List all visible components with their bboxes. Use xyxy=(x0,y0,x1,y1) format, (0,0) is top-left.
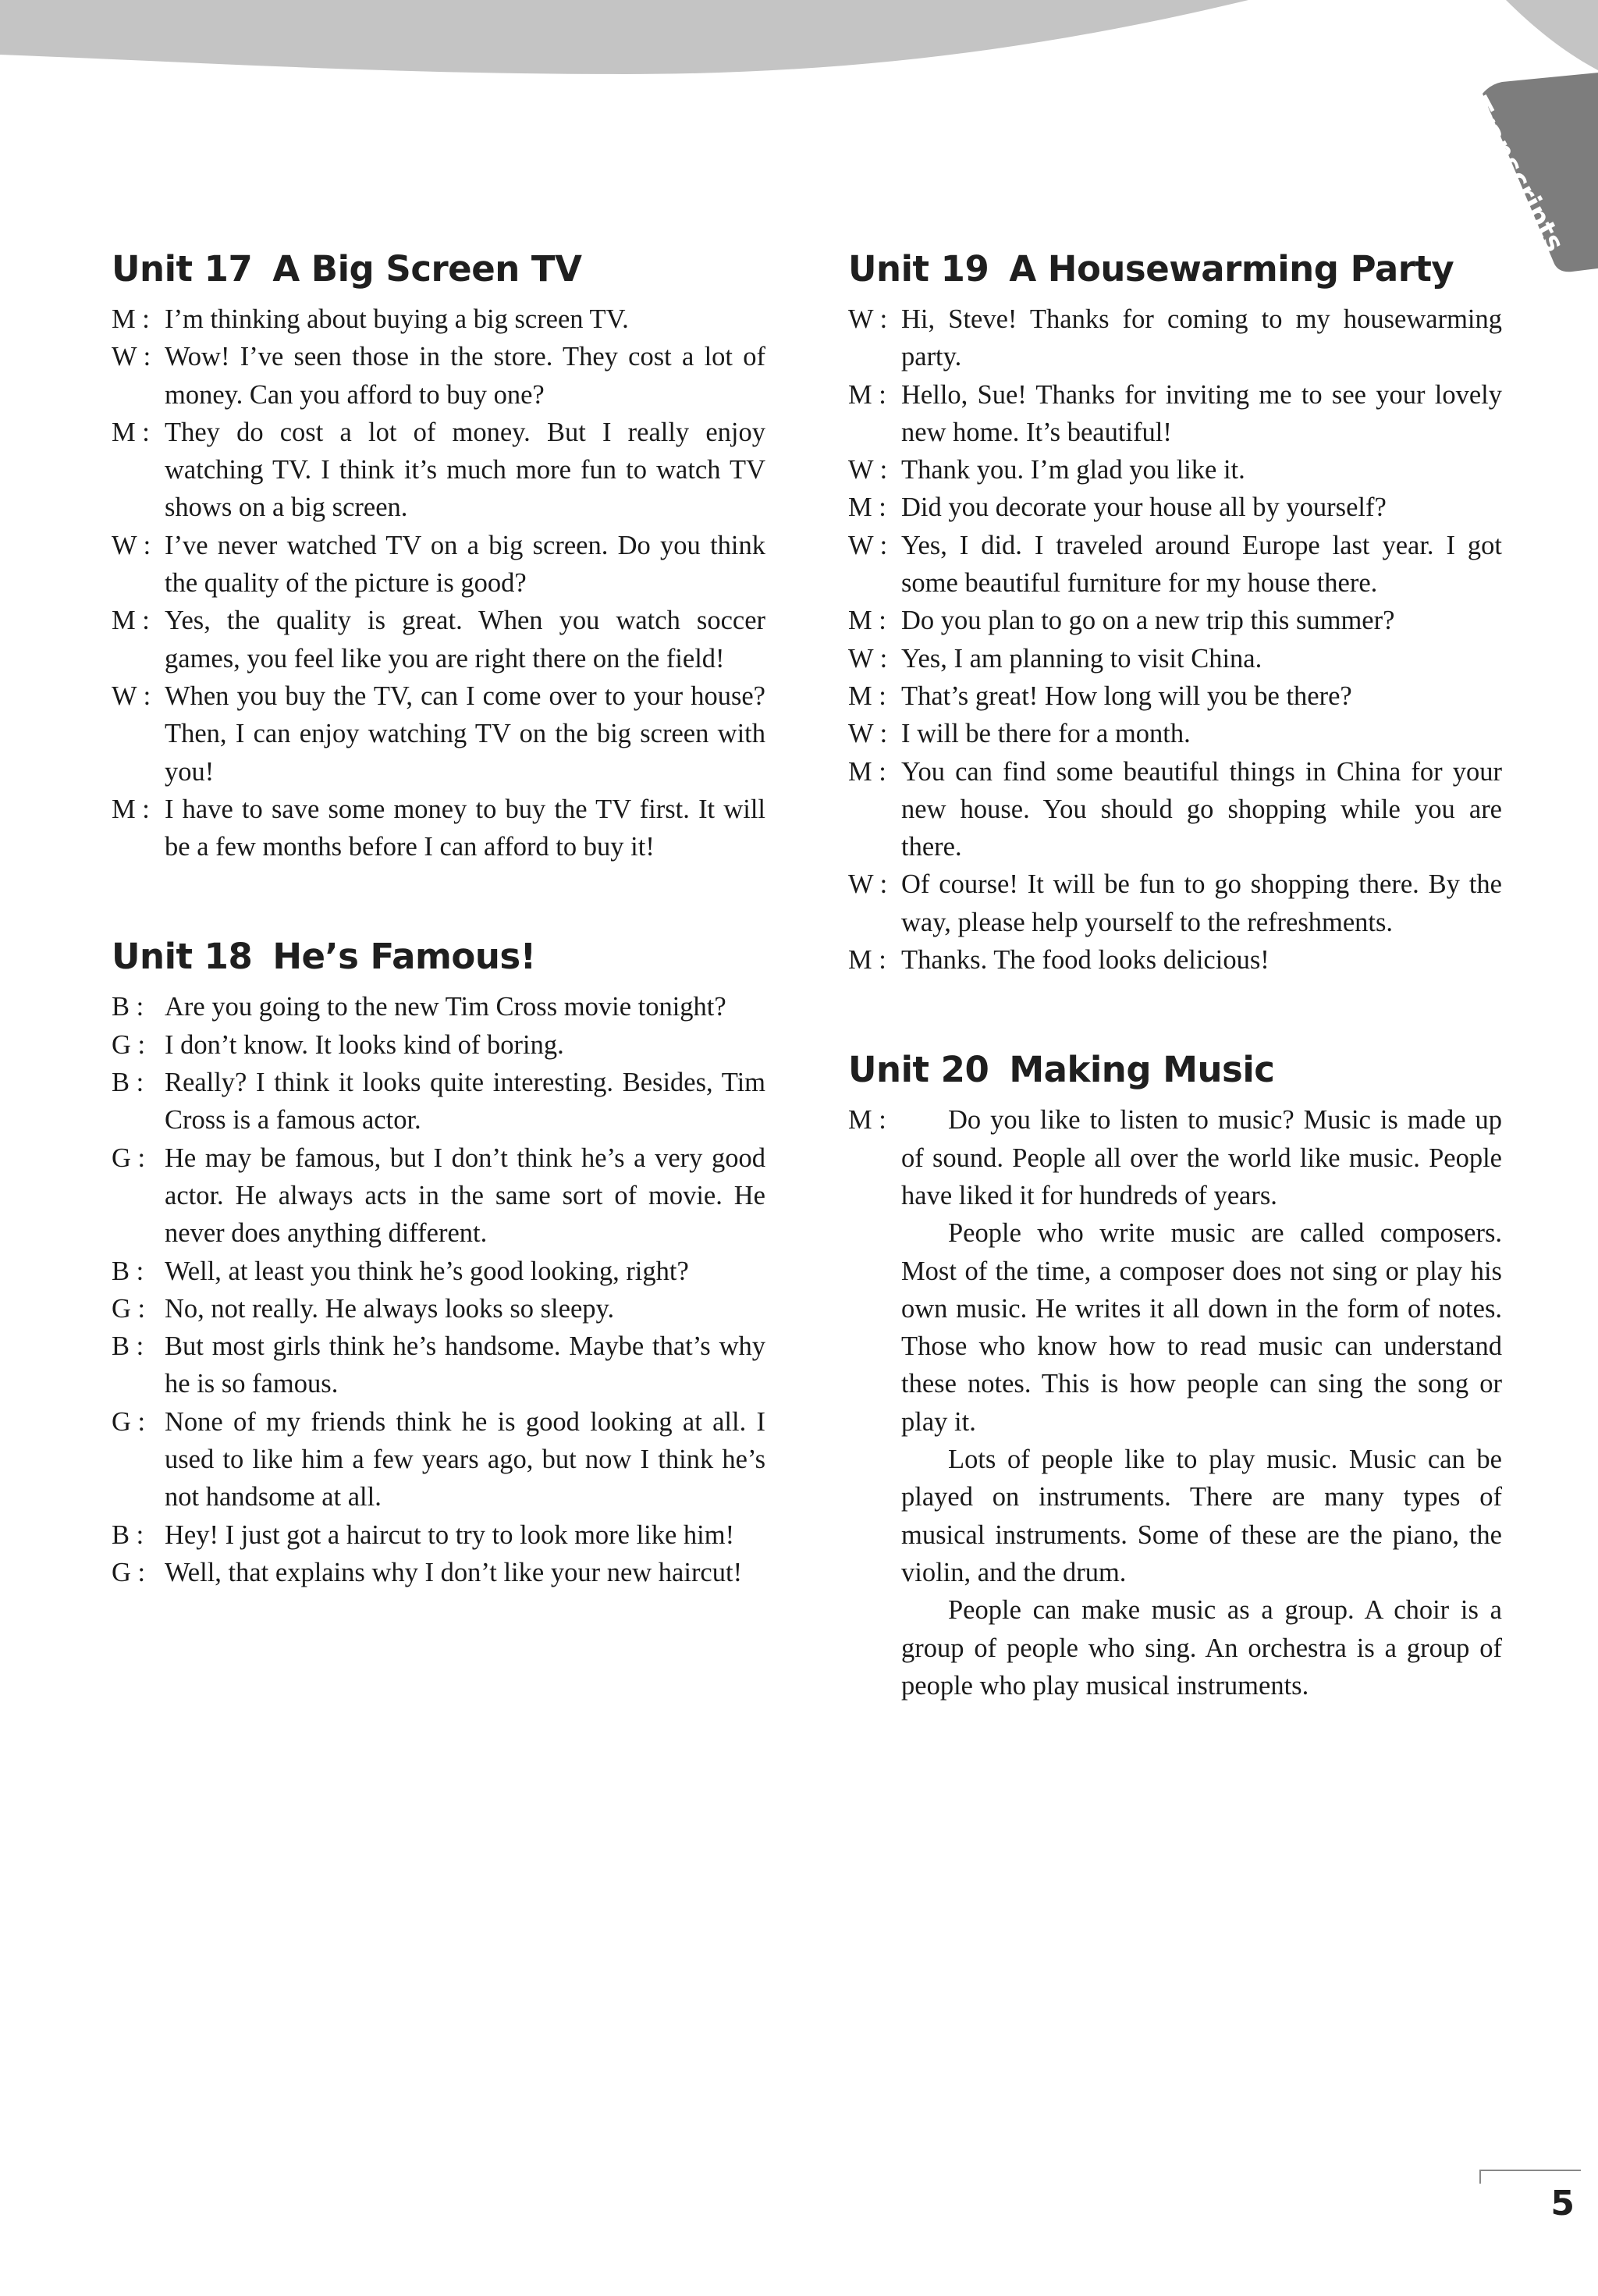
line-text: I will be there for a month. xyxy=(901,719,1191,749)
line-text: You can find some beautiful things in China for your new house. You should go shopping while you are there. xyxy=(901,756,1502,862)
dialogue-line xyxy=(112,1554,765,1591)
dialogue-line xyxy=(848,300,1502,376)
right-column xyxy=(848,248,1502,1775)
speaker: W : xyxy=(848,304,888,334)
speaker: M : xyxy=(112,304,150,334)
dialogue-line xyxy=(848,489,1502,526)
line-text: Well, that explains why I don’t like your new haircut! xyxy=(165,1557,743,1587)
line-text: But most girls think he’s handsome. Maybe that’s why he is so famous. xyxy=(165,1331,765,1399)
line-text: I have to save some money to buy the TV first. It will be a few months before I can afford to buy it! xyxy=(165,794,765,862)
dialogue-line xyxy=(112,300,765,338)
dialogue-line xyxy=(112,1064,765,1139)
unit-title xyxy=(112,248,765,290)
unit-number: Unit 20 xyxy=(848,1049,989,1091)
line-text: Well, at least you think he’s good looking, right? xyxy=(165,1256,689,1286)
line-text: Wow! I’ve seen those in the store. They cost a lot of money. Can you afford to buy one? xyxy=(165,342,765,410)
monologue-paragraph xyxy=(848,1101,1502,1214)
speaker: W : xyxy=(848,530,888,560)
dialogue-line xyxy=(112,1139,765,1253)
unit-title xyxy=(848,248,1502,290)
speaker: M : xyxy=(848,945,886,976)
speaker: W : xyxy=(848,869,888,900)
line-text: Hi, Steve! Thanks for coming to my housewarming party. xyxy=(901,304,1502,372)
speaker: M : xyxy=(848,681,886,711)
dialogue-line xyxy=(112,988,765,1025)
speaker: W : xyxy=(848,719,888,749)
line-text: Are you going to the new Tim Cross movie tonight? xyxy=(165,992,726,1022)
line-text: Do you plan to go on a new trip this summer? xyxy=(901,606,1395,636)
dialogue-line xyxy=(112,1516,765,1554)
line-text: Did you decorate your house all by yourself? xyxy=(901,492,1387,523)
monologue-paragraph: Lots of people like to play music. Music can be played on instruments. There are many types of musical instruments. Some of these are the piano, the violin, and the drum. xyxy=(901,1445,1502,1587)
dialogue-line xyxy=(848,941,1502,979)
speaker: M : xyxy=(112,794,150,824)
speaker: M : xyxy=(848,756,886,787)
speaker: M : xyxy=(848,492,886,523)
line-text: Yes, I am planning to visit China. xyxy=(901,643,1262,674)
dialogue-line xyxy=(112,527,765,602)
dialogue-line xyxy=(848,527,1502,602)
speaker: B : xyxy=(112,1068,144,1098)
speaker: W : xyxy=(112,681,151,711)
line-text: Thank you. I’m glad you like it. xyxy=(901,455,1245,485)
dialogue-line xyxy=(112,1290,765,1327)
line-text: Hey! I just got a haircut to try to look more like him! xyxy=(165,1519,735,1550)
paragraph-text: Do you like to listen to music? Music is made up of sound. People all over the world like music. People have liked it for hundreds of years. xyxy=(901,1105,1502,1210)
speaker: W : xyxy=(112,530,151,560)
unit-number: Unit 19 xyxy=(848,248,989,290)
unit-18 xyxy=(112,936,765,1591)
line-text: He may be famous, but I don’t think he’s a very good actor. He always acts in the same sort of movie. He never does anything different. xyxy=(165,1143,765,1249)
monologue xyxy=(848,1101,1502,1704)
dialogue-line xyxy=(112,1403,765,1516)
line-text: They do cost a lot of money. But I really enjoy watching TV. I think it’s much more fun to watch TV shows on a big screen. xyxy=(165,417,765,523)
speaker: G : xyxy=(112,1029,146,1060)
line-text: Yes, I did. I traveled around Europe last year. I got some beautiful furniture for my house there. xyxy=(901,530,1502,599)
line-text: Of course! It will be fun to go shopping there. By the way, please help yourself to the refreshments. xyxy=(901,869,1502,937)
speaker: W : xyxy=(112,342,151,372)
line-text: I’m thinking about buying a big screen TV. xyxy=(165,304,629,334)
monologue-paragraph: People can make music as a group. A choir is a group of people who sing. An orchestra is a group of people who play musical instruments. xyxy=(901,1595,1502,1701)
speaker: M : xyxy=(848,1105,886,1136)
unit-title xyxy=(112,936,765,977)
speaker: M : xyxy=(112,417,150,447)
transcripts-tab-label: Transcripts xyxy=(1462,92,1571,258)
speaker: G : xyxy=(112,1557,146,1587)
dialogue-line xyxy=(848,451,1502,489)
line-text: Thanks. The food looks delicious! xyxy=(901,945,1270,976)
dialogue-line xyxy=(848,677,1502,715)
speaker: B : xyxy=(112,992,144,1022)
dialogue-line xyxy=(848,865,1502,941)
dialogue-line xyxy=(112,791,765,866)
unit-heading: He’s Famous! xyxy=(272,936,536,978)
speaker: M : xyxy=(112,606,150,636)
speaker: G : xyxy=(112,1293,146,1324)
dialogue-line xyxy=(848,715,1502,752)
dialogue xyxy=(848,300,1502,979)
dialogue-line xyxy=(112,1327,765,1403)
left-column xyxy=(112,248,765,1662)
speaker: M : xyxy=(848,606,886,636)
speaker: B : xyxy=(112,1519,144,1550)
dialogue-line xyxy=(112,677,765,791)
page-number-tick xyxy=(1479,2170,1481,2184)
line-text: Hello, Sue! Thanks for inviting me to see your lovely new home. It’s beautiful! xyxy=(901,379,1502,447)
dialogue-line xyxy=(848,640,1502,677)
unit-19 xyxy=(848,248,1502,979)
line-text: Yes, the quality is great. When you watch soccer games, you feel like you are right there on the field! xyxy=(165,606,765,674)
speaker: G : xyxy=(112,1143,146,1173)
line-text: When you buy the TV, can I come over to your house? Then, I can enjoy watching TV on the big screen with you! xyxy=(165,681,765,787)
speaker: B : xyxy=(112,1331,144,1362)
speaker: G : xyxy=(112,1406,146,1437)
line-text: None of my friends think he is good looking at all. I used to like him a few years ago, but now I think he’s not handsome at all. xyxy=(165,1406,765,1512)
dialogue xyxy=(112,300,765,865)
speaker: W : xyxy=(848,643,888,674)
unit-20 xyxy=(848,1049,1502,1704)
unit-number: Unit 18 xyxy=(112,936,253,978)
speaker: B : xyxy=(112,1256,144,1286)
dialogue-line xyxy=(112,602,765,677)
page-number-rule xyxy=(1479,2170,1581,2171)
speaker: W : xyxy=(848,455,888,485)
page-number: 5 xyxy=(1550,2184,1575,2223)
wave-shape xyxy=(0,0,1248,74)
line-text: I’ve never watched TV on a big screen. Do you think the quality of the picture is good? xyxy=(165,530,765,599)
line-text: I don’t know. It looks kind of boring. xyxy=(165,1029,564,1060)
unit-number: Unit 17 xyxy=(112,248,253,290)
wave-corner xyxy=(1506,0,1598,70)
unit-heading: Making Music xyxy=(1009,1049,1275,1091)
header-wave xyxy=(0,0,1598,156)
dialogue-line xyxy=(112,414,765,527)
dialogue-line xyxy=(112,1026,765,1064)
unit-17 xyxy=(112,248,765,865)
line-text: No, not really. He always looks so sleepy. xyxy=(165,1293,615,1324)
dialogue-line xyxy=(112,1253,765,1290)
dialogue-line xyxy=(848,376,1502,452)
dialogue-line xyxy=(112,338,765,414)
unit-title xyxy=(848,1049,1502,1090)
unit-heading: A Big Screen TV xyxy=(272,248,582,290)
line-text: That’s great! How long will you be there? xyxy=(901,681,1352,711)
dialogue-line xyxy=(848,602,1502,639)
monologue-paragraph: People who write music are called composers. Most of the time, a composer does not sing or play his own music. He writes it all down in the form of notes. Those who know how to read music can understand these notes. This is how people can sing the song or play it. xyxy=(901,1218,1502,1437)
dialogue-line xyxy=(848,753,1502,866)
page-footer xyxy=(1479,2170,1581,2232)
dialogue xyxy=(112,988,765,1591)
line-text: Really? I think it looks quite interesting. Besides, Tim Cross is a famous actor. xyxy=(165,1068,765,1136)
speaker: M : xyxy=(848,379,886,410)
unit-heading: A Housewarming Party xyxy=(1009,248,1454,290)
